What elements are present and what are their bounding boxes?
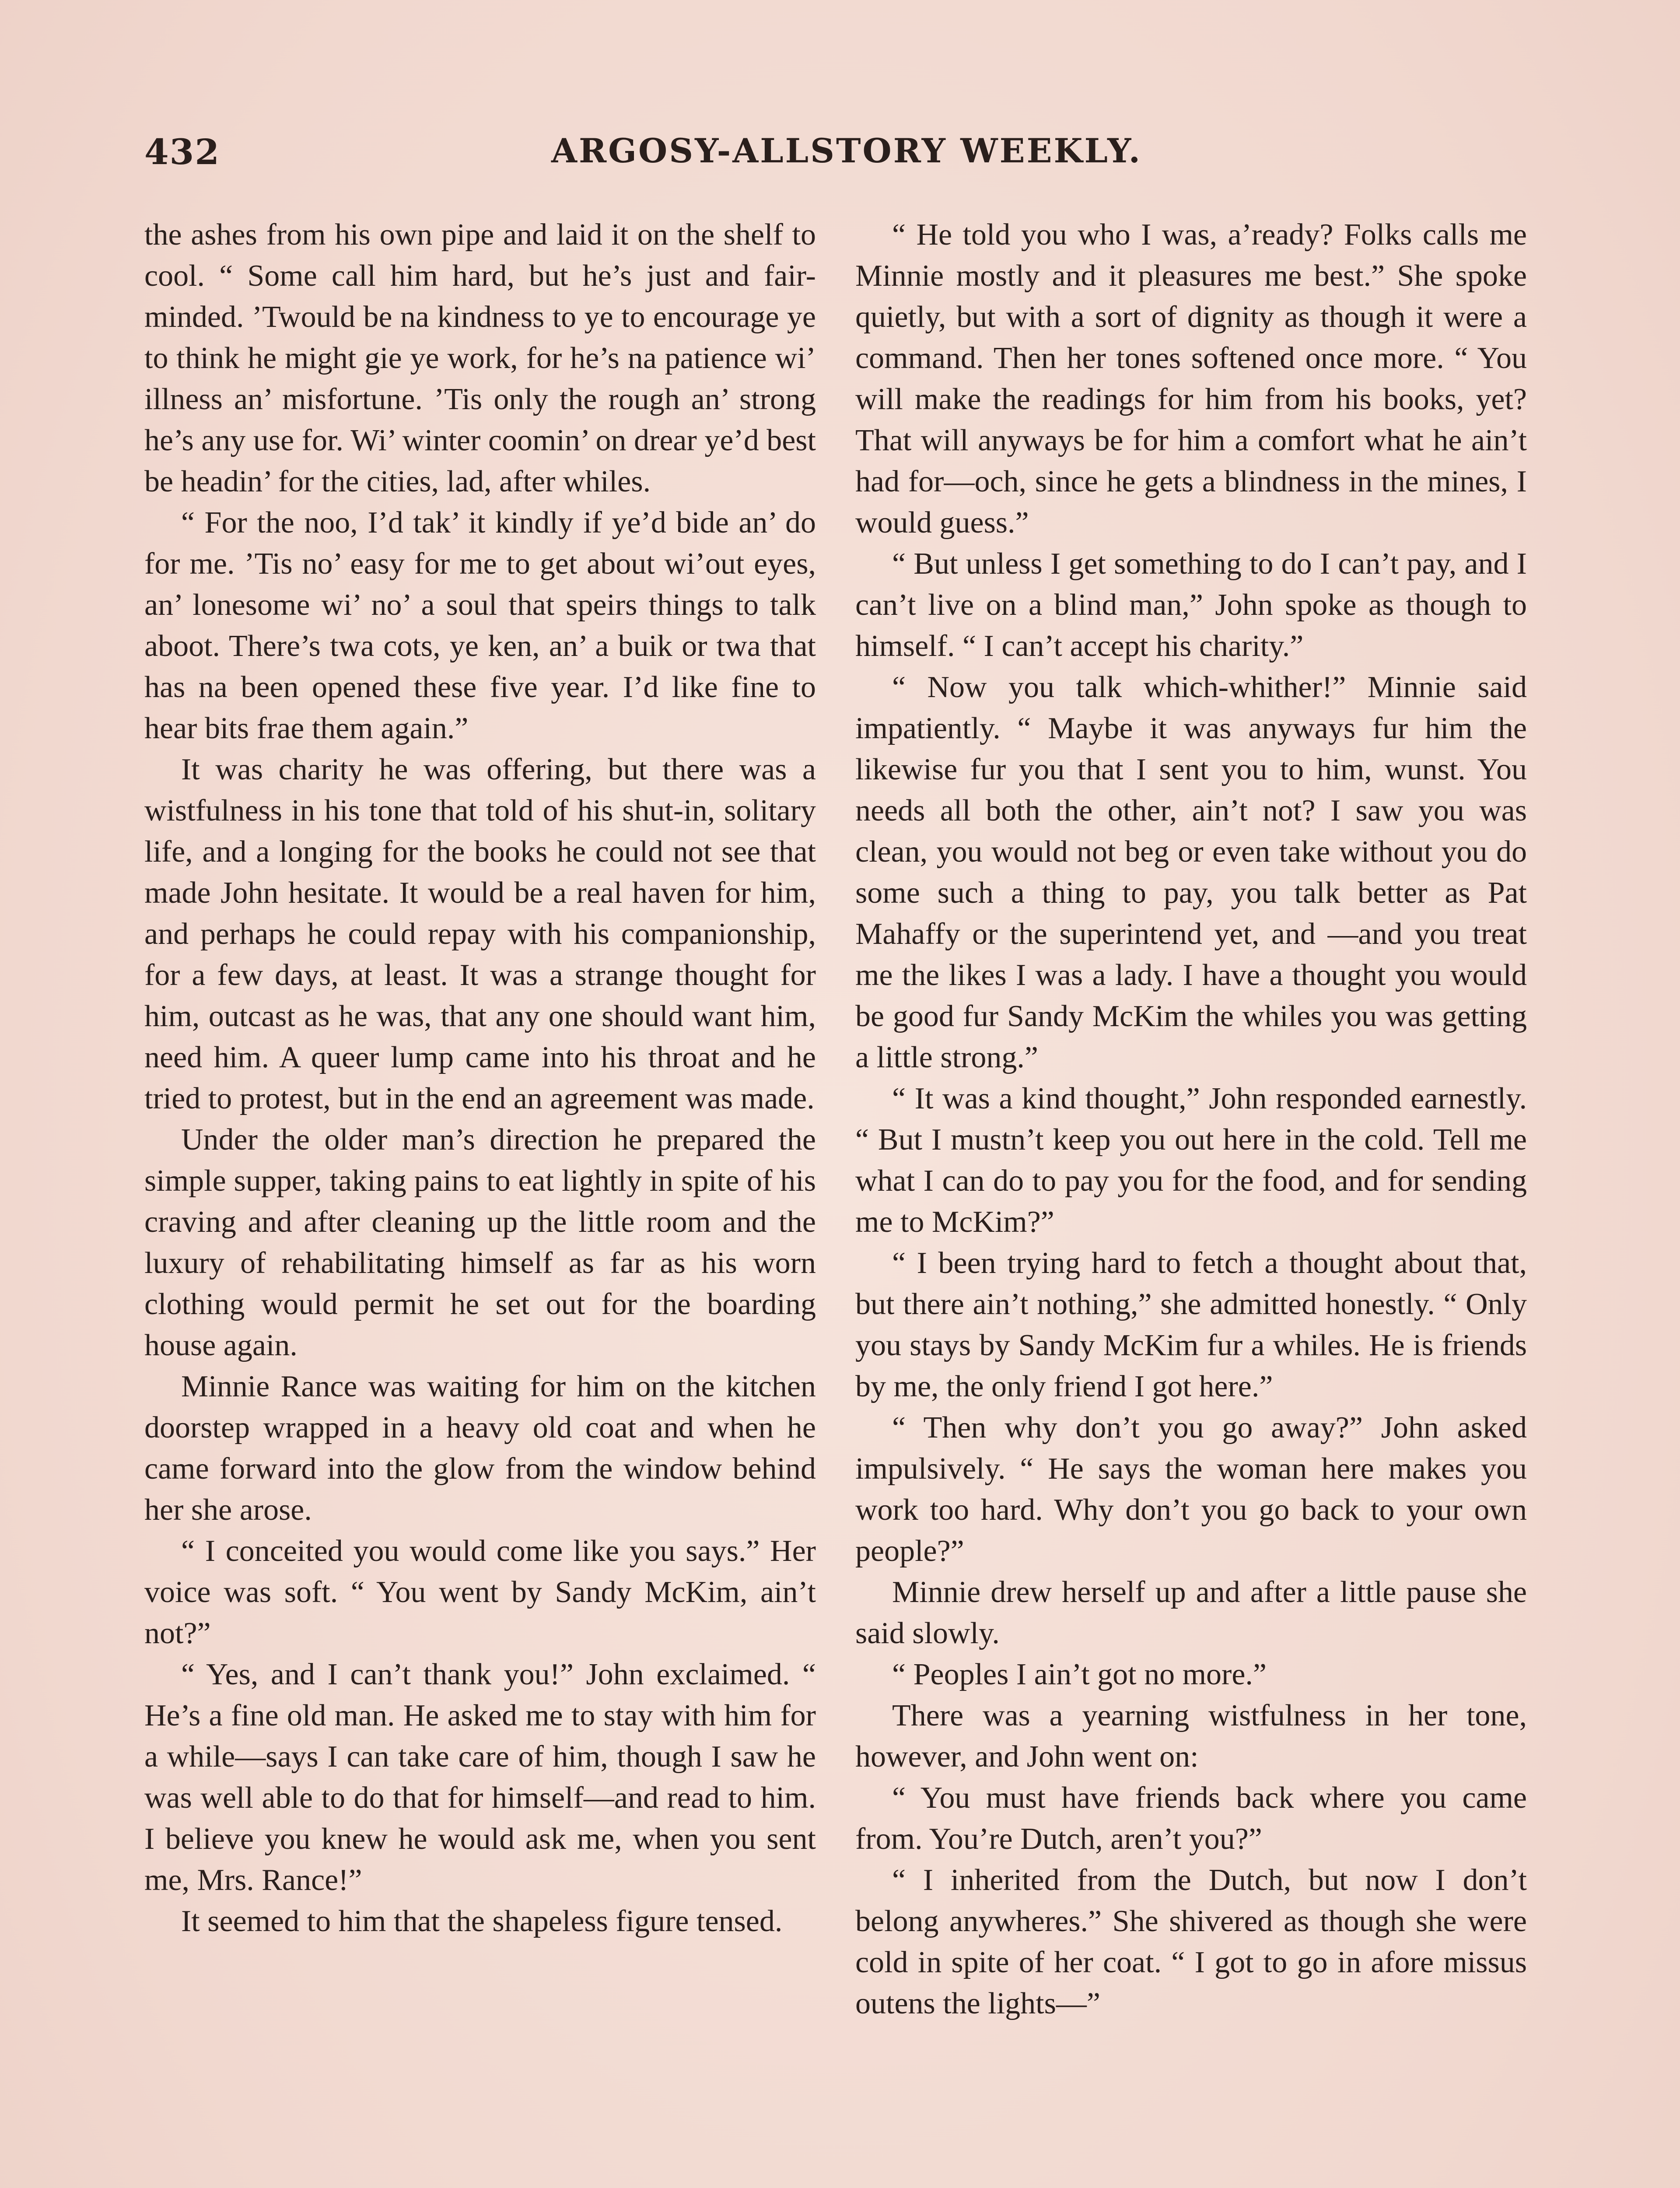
paragraph: It seemed to him that the shapeless figure tensed. [181, 1904, 783, 1938]
page-number: 432 [144, 131, 220, 172]
right-column [855, 214, 1527, 2024]
paragraph: Minnie drew herself up and after a little pause she said slowly. [855, 1575, 1527, 1650]
paragraph: “ Yes, and I can’t thank you!” John exclaimed. “ He’s a fine old man. He asked me to stay with him for a while—says I can take care of him, though I saw he was well able to do that for himself—and read to him. I believe you knew he would ask me, when you sent me, Mrs. Rance!” [144, 1658, 816, 1897]
paragraph: “ I inherited from the Dutch, but now I don’t belong anywheres.” She shivered as though she were cold in spite of her coat. “ I got to go in afore missus outens the lights—” [855, 1863, 1527, 2020]
left-column [144, 214, 816, 1942]
paragraph: “ Then why don’t you go away?” John asked impulsively. “ He says the woman here makes you work too hard. Why don’t you go back to your own people?” [855, 1411, 1527, 1568]
paragraph: Under the older man’s direction he prepared the simple supper, taking pains to eat lightly in spite of his craving and after cleaning up the little room and the luxury of rehabilitating himself as far as his worn clothing would permit he set out for the boarding house again. [144, 1123, 816, 1362]
paragraph: “ Now you talk which-whither!” Minnie said impatiently. “ Maybe it was anyways fur him the likewise fur you that I sent you to him, wunst. You needs all both the other, ain’t not? I saw you was clean, you would not beg or even take without you do some such a thing to pay, you talk better as Pat Mahaffy or the superintend yet, and —and you treat me the likes I was a lady. I have a thought you would be good fur Sandy McKim the whiles you was getting a little strong.” [855, 670, 1527, 1074]
paragraph: “ I been trying hard to fetch a thought about that, but there ain’t nothing,” she admitted honestly. “ Only you stays by Sandy McKim fur a whiles. He is friends by me, the only friend I got here.” [855, 1246, 1527, 1403]
page-header [144, 131, 1562, 179]
paragraph: “ He told you who I was, a’ready? Folks calls me Minnie mostly and it pleasures me best.” She spoke quietly, but with a sort of dignity as though it were a command. Then her tones softened once more. “ You will make the readings for him from his books, yet? That will anyways be for him a comfort what he ain’t had for—och, since he gets a blindness in the mines, I would guess.” [855, 218, 1527, 540]
paragraph: “ It was a kind thought,” John responded earnestly. “ But I mustn’t keep you out here in the cold. Tell me what I can do to pay you for the food, and for sending me to McKim?” [855, 1082, 1527, 1239]
running-head: ARGOSY-ALLSTORY WEEKLY. [551, 131, 1142, 170]
paragraph: “ For the noo, I’d tak’ it kindly if ye’d bide an’ do for me. ’Tis no’ easy for me to get about wi’out eyes, an’ lonesome wi’ no’ a soul that speirs things to talk aboot. There’s twa cots, ye ken, an’ a buik or twa that has na been opened these five year. I’d like fine to hear bits frae them again.” [144, 506, 816, 745]
paragraph: “ You must have friends back where you came from. You’re Dutch, aren’t you?” [855, 1781, 1527, 1856]
paragraph: “ I conceited you would come like you says.” Her voice was soft. “ You went by Sandy McKim, ain’t not?” [144, 1534, 816, 1650]
paragraph: “ Peoples I ain’t got no more.” [892, 1658, 1267, 1691]
paragraph: There was a yearning wistfulness in her tone, however, and John went on: [855, 1699, 1527, 1774]
paragraph: “ But unless I get something to do I can’t pay, and I can’t live on a blind man,” John spoke as though to himself. “ I can’t accept his charity.” [855, 547, 1527, 663]
paragraph: the ashes from his own pipe and laid it on the shelf to cool. “ Some call him hard, but he’s just and fair-minded. ’Twould be na kindness to ye to encourage ye to think he might gie ye work, for he’s na patience wi’ illness an’ misfortune. ’Tis only the rough an’ strong he’s any use for. Wi’ winter coomin’ on drear ye’d best be headin’ for the cities, lad, after whiles. [144, 218, 816, 498]
paragraph: It was charity he was offering, but there was a wistfulness in his tone that told of his shut-in, solitary life, and a longing for the books he could not see that made John hesitate. It would be a real haven for him, and perhaps he could repay with his companionship, for a few days, at least. It was a strange thought for him, outcast as he was, that any one should want him, need him. A queer lump came into his throat and he tried to protest, but in the end an agreement was made. [144, 753, 816, 1115]
paragraph: Minnie Rance was waiting for him on the kitchen doorstep wrapped in a heavy old coat and when he came forward into the glow from the window behind her she arose. [144, 1370, 816, 1527]
